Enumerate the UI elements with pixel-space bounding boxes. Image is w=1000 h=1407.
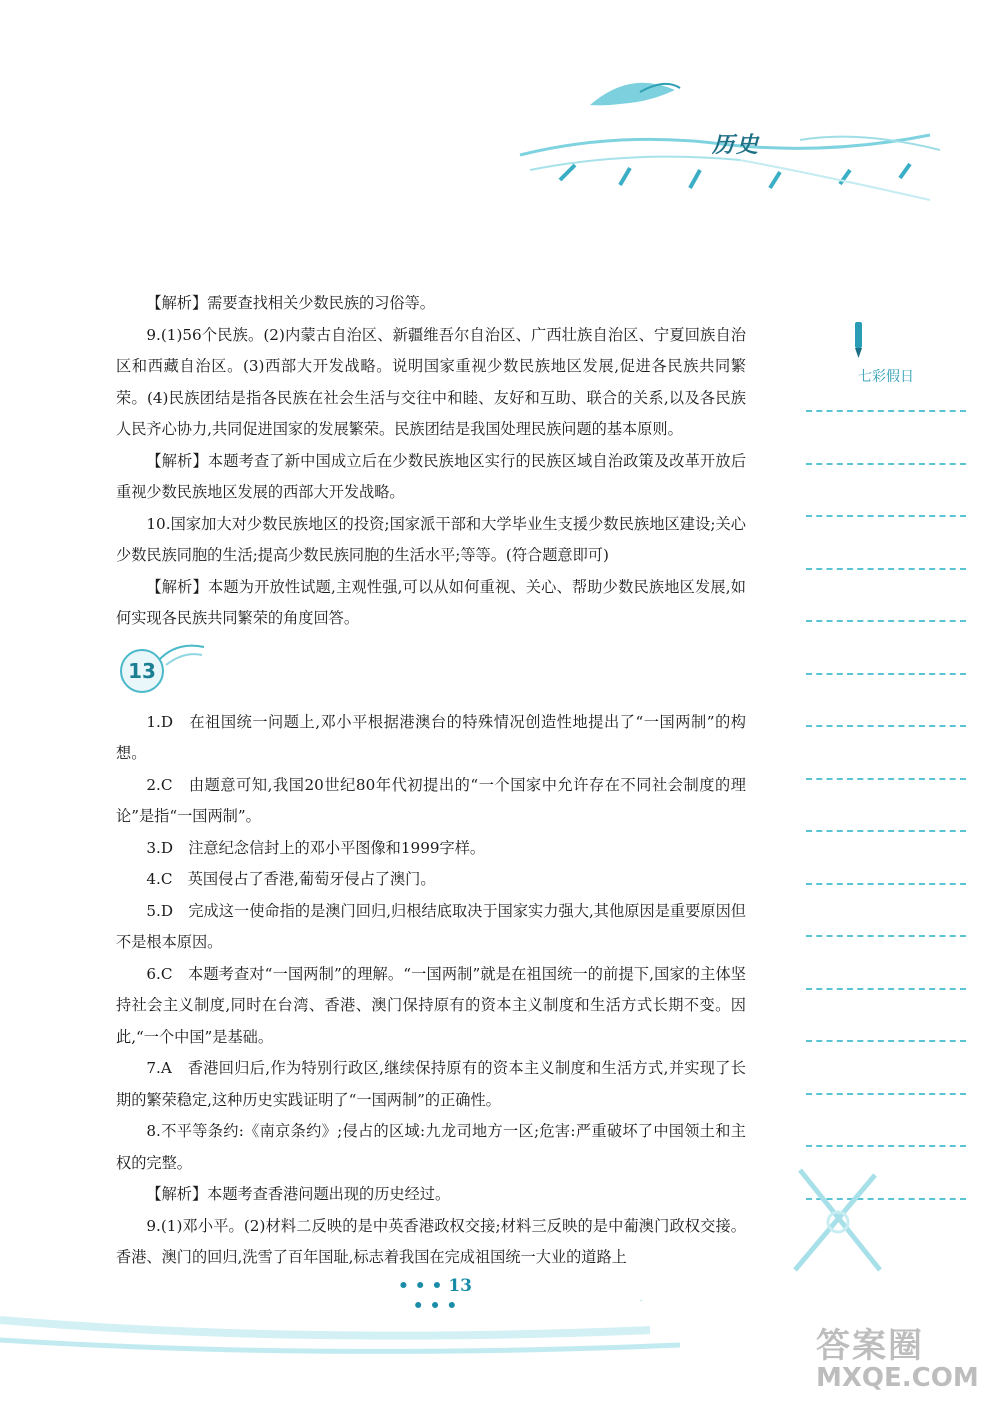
watermark	[816, 1318, 1000, 1407]
paragraph: 【解析】本题为开放性试题,主观性强,可以从如何重视、关心、帮助少数民族地区发展,如何实现各民族共同繁荣的角度回答。	[116, 577, 746, 627]
header-title: 历史	[712, 133, 761, 158]
watermark-url: MXQE.COM	[816, 1363, 979, 1393]
watermark-text: 答案圈	[816, 1326, 924, 1366]
paragraph: 5.D 完成这一使命指的是澳门回归,归根结底取决于国家实力强大,其他原因是重要原因但不是根本原因。	[116, 901, 746, 951]
paragraph: 4.C 英国侵占了香港,葡萄牙侵占了澳门。	[146, 870, 436, 888]
note-line	[806, 463, 966, 465]
sidebar-label: 七彩假日	[858, 369, 914, 385]
paragraph: 【解析】需要查找相关少数民族的习俗等。	[146, 294, 435, 312]
paragraph: 9.(1)邓小平。(2)材料二反映的是中英香港政权交接;材料三反映的是中葡澳门政权交接。香港、澳门的回归,洗雪了百年国耻,标志着我国在完成祖国统一大业的道路上	[116, 1216, 746, 1266]
paragraph: 【解析】本题考查了新中国成立后在少数民族地区实行的民族区域自治政策及改革开放后重视少数民族地区发展的西部大开发战略。	[116, 451, 746, 501]
corner-decoration	[780, 1160, 900, 1290]
page-number: • • • 13 • • •	[397, 1276, 472, 1316]
note-line	[806, 515, 966, 517]
note-line	[806, 725, 966, 727]
note-line	[806, 883, 966, 885]
section-number-badge: 13	[120, 649, 164, 693]
answer-content	[116, 288, 746, 1274]
note-line	[806, 988, 966, 990]
note-line	[806, 1145, 966, 1147]
paragraph: 6.C 本题考查对“一国两制”的理解。“一国两制”就是在祖国统一的前提下,国家的主体坚持社会主义制度,同时在台湾、香港、澳门保持原有的资本主义制度和生活方式长期不变。因此,“一个中国”是基础。	[116, 964, 746, 1046]
note-line	[806, 673, 966, 675]
pen-icon	[846, 320, 870, 360]
note-line	[806, 620, 966, 622]
note-line	[806, 1093, 966, 1095]
note-line	[806, 935, 966, 937]
section-heading	[116, 635, 746, 707]
paragraph: 9.(1)56个民族。(2)内蒙古自治区、新疆维吾尔自治区、广西壮族自治区、宁夏回族自治区和西藏自治区。(3)西部大开发战略。说明国家重视少数民族地区发展,促进各民族共同繁荣。(4)民族团结是指各民族在社会生活与交往中和睦、友好和互助、联合的关系,以及各民族人民齐心协力,共同促进国家的发展繁荣。民族团结是我国处理民族问题的基本原则。	[116, 325, 746, 438]
note-line	[806, 778, 966, 780]
paragraph: 7.A 香港回归后,作为特别行政区,继续保持原有的资本主义制度和生活方式,并实现了长期的繁荣稳定,这种历史实践证明了“一国两制”的正确性。	[116, 1059, 746, 1109]
paragraph: 3.D 注意纪念信封上的邓小平图像和1999字样。	[146, 838, 486, 857]
paragraph: 【解析】本题考查香港问题出现的历史经过。	[146, 1185, 451, 1203]
note-line	[806, 830, 966, 832]
answer-block-2	[116, 707, 746, 1274]
note-line	[806, 1040, 966, 1042]
paragraph: 10.国家加大对少数民族地区的投资;国家派干部和大学毕业生支援少数民族地区建设;关心少数民族同胞的生活;提高少数民族同胞的生活水平;等等。(符合题意即可)	[116, 514, 746, 564]
answer-block-1	[116, 288, 746, 635]
paragraph: 1.D 在祖国统一问题上,邓小平根据港澳台的特殊情况创造性地提出了“一国两制”的构想。	[116, 712, 746, 762]
paragraph: 8.不平等条约:《南京条约》;侵占的区域:九龙司地方一区;危害:严重破坏了中国领土和主权的完整。	[116, 1122, 746, 1172]
note-line	[806, 410, 966, 412]
swoosh-icon	[156, 639, 206, 669]
paragraph: 2.C 由题意可知,我国20世纪80年代初提出的“一个国家中允许存在不同社会制度的理论”是指“一国两制”。	[116, 775, 746, 825]
note-line	[806, 568, 966, 570]
